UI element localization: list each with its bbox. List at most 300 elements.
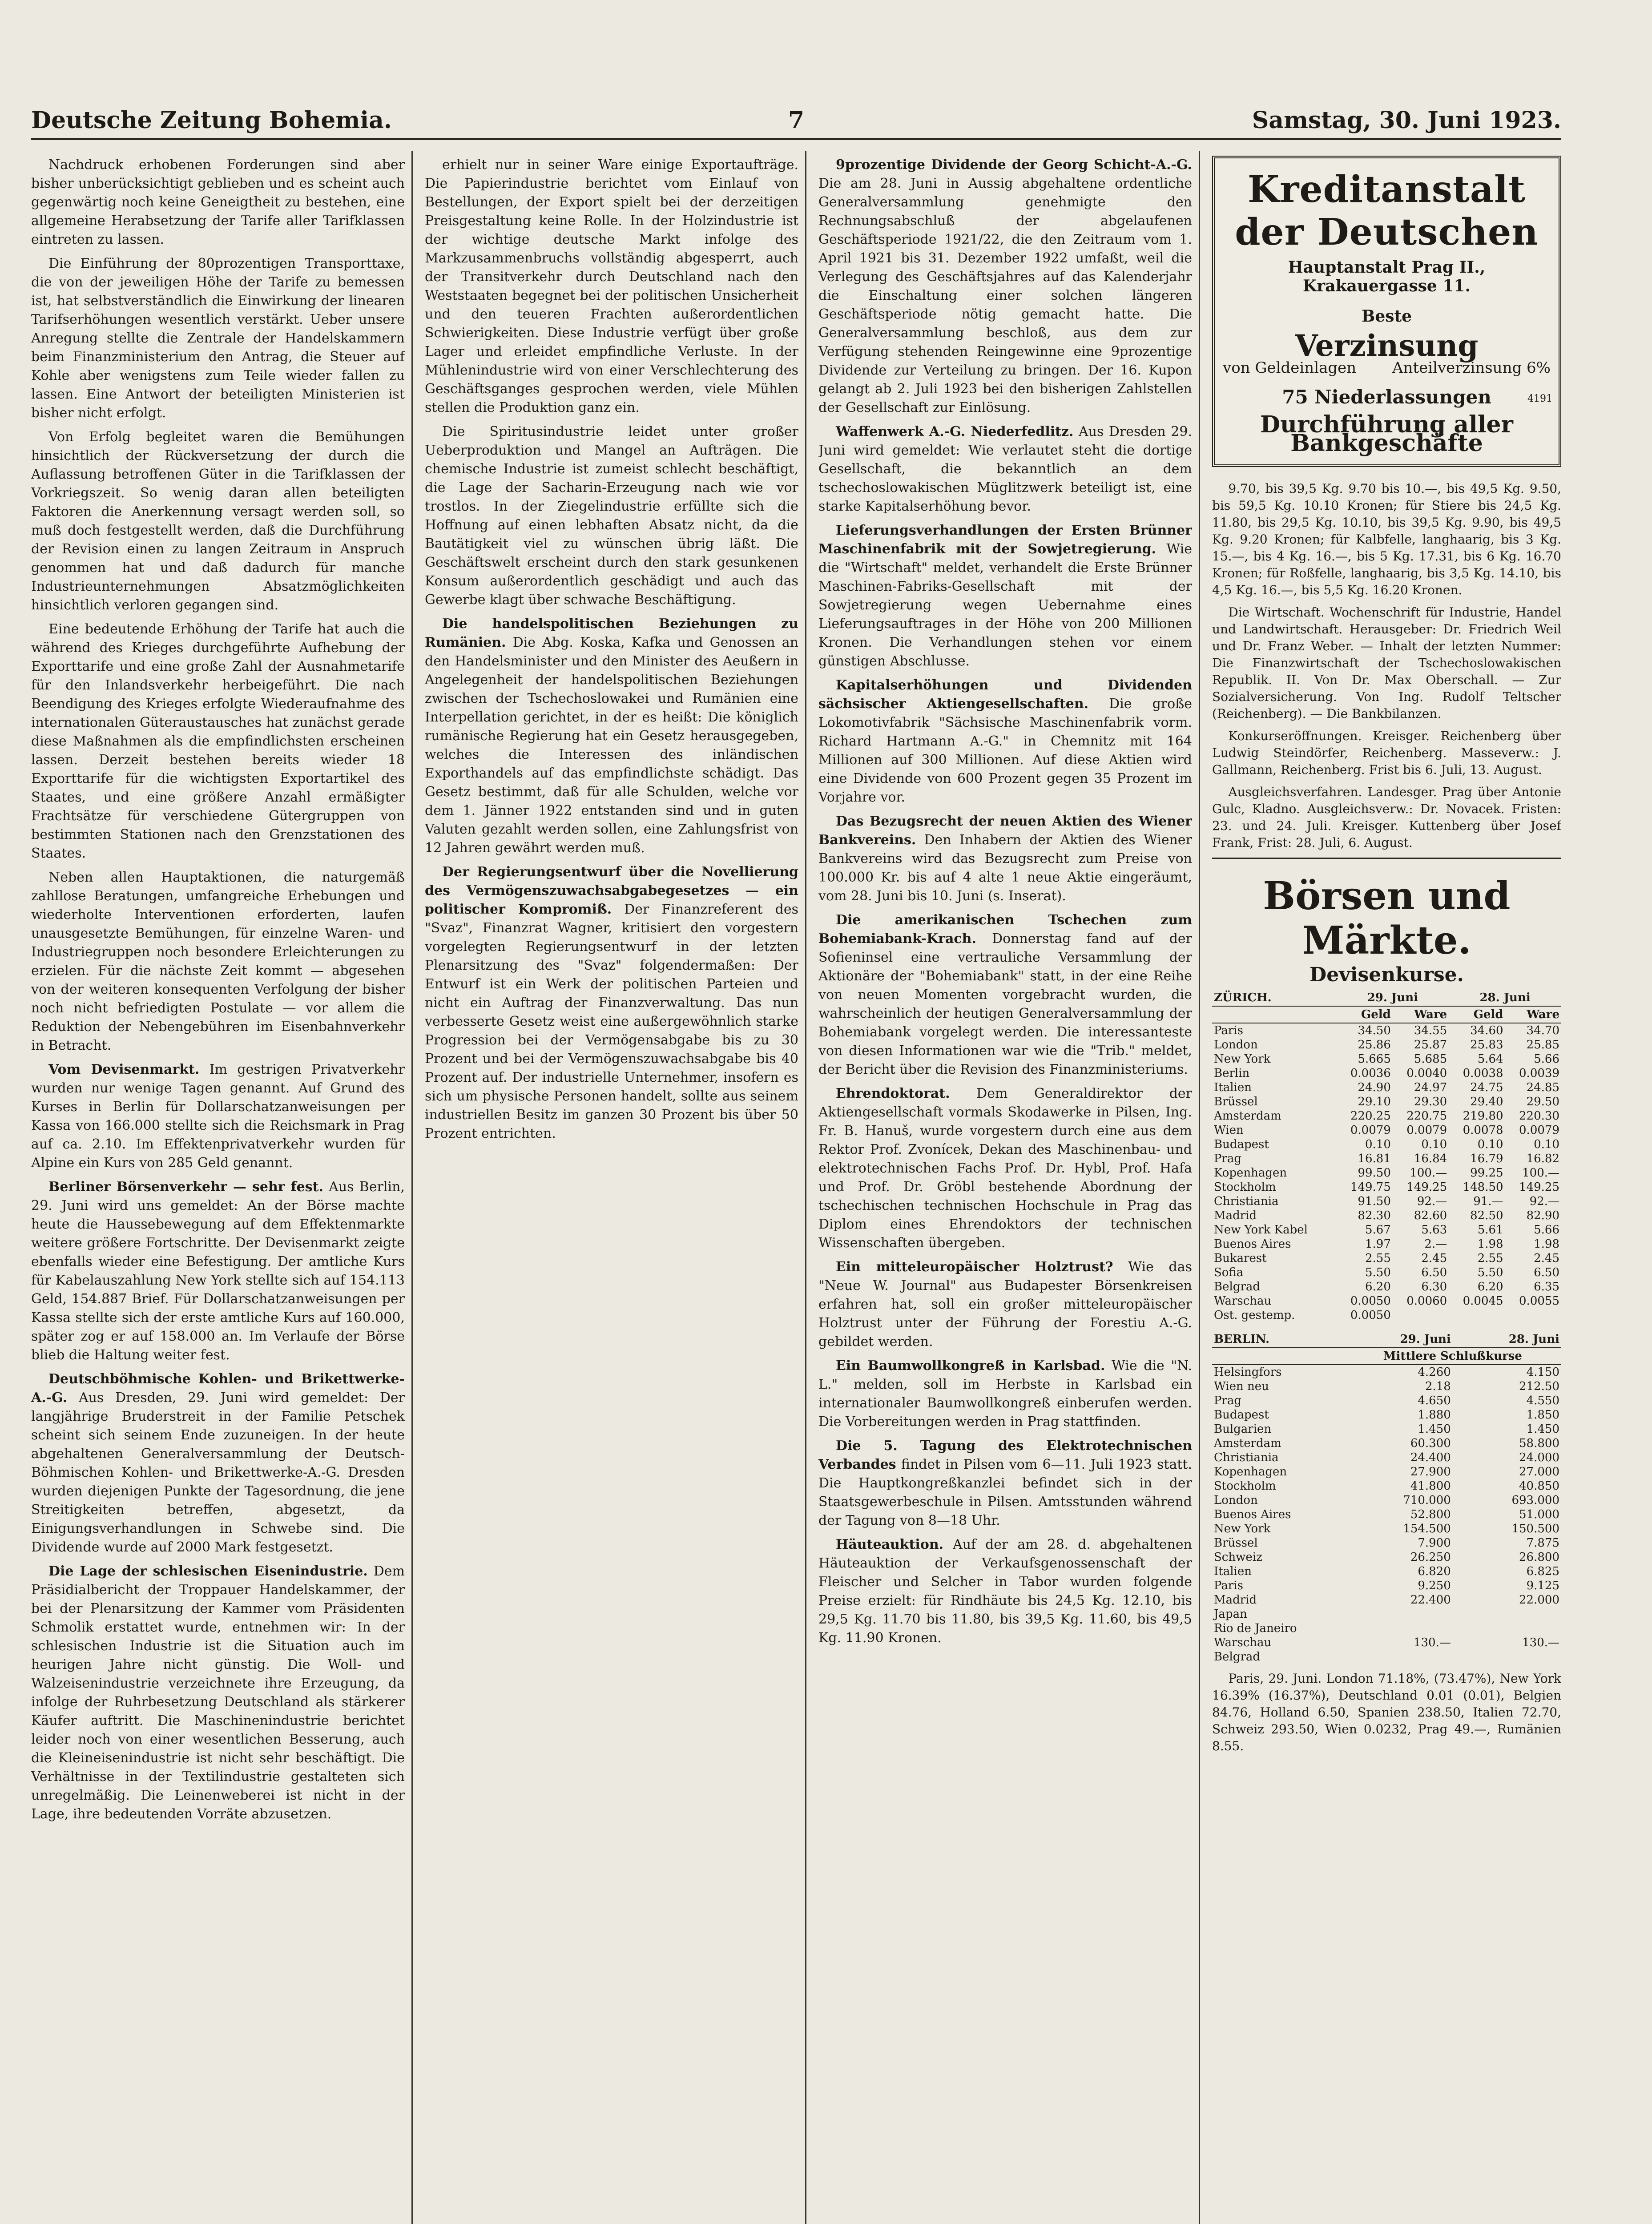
- rate-value: 0.0050: [1350, 1309, 1391, 1322]
- news-item: [818, 1258, 1192, 1351]
- rate-value: 6.820: [1418, 1565, 1451, 1578]
- rate-value: 92.—: [1529, 1195, 1559, 1208]
- table-row: [1212, 1237, 1561, 1251]
- rate-value: 26.250: [1410, 1551, 1451, 1564]
- rate-place: Italien: [1214, 1565, 1252, 1578]
- table-row: [1212, 1223, 1561, 1237]
- rate-value: [1344, 1607, 1453, 1621]
- table-row: [1212, 1450, 1561, 1465]
- news-item: [818, 1437, 1192, 1530]
- rate-place: Bukarest: [1214, 1252, 1267, 1265]
- rate-place: Paris: [1214, 1024, 1243, 1037]
- table-row: [1212, 1436, 1561, 1450]
- table-row: [1212, 1194, 1561, 1209]
- rate-value: 2.45: [1534, 1252, 1559, 1265]
- table-row: [1212, 1251, 1561, 1265]
- paragraph: 9.70, bis 39,5 Kg. 9.70 bis 10.—, bis 49,5 Kg. 9.50, bis 59,5 Kg. 10.10 Kronen; für Stiere bis 24,5 Kg. 11.80, bis 29,5 Kg. 10.10, bis 39,5 Kg. 9.90, bis 49,5 Kg. 9.20 Kronen; für Kalbfelle, langhaarig, bis 3 Kg. 15.—, bis 4 Kg. 16.—, bis 5 Kg. 17.31, bis 6 Kg. 16.70 Kronen; für Roßfelle, langhaarig, bis 3,5 Kg. 14.10, bis 4,5 Kg. 16.—, bis 5,5 Kg. 16.20 Kronen.: [1212, 481, 1561, 597]
- column-1: [31, 156, 405, 2224]
- table-row: [1212, 1536, 1561, 1550]
- rate-value: 4.150: [1526, 1366, 1559, 1379]
- news-item: [818, 521, 1192, 671]
- rate-value: 99.50: [1358, 1166, 1391, 1180]
- news-item: [425, 863, 798, 1143]
- rate-place: Sofia: [1214, 1266, 1244, 1279]
- rate-place: Japan: [1214, 1608, 1247, 1621]
- news-title: Vom Devisenmarkt.: [48, 1062, 200, 1077]
- zurich-label: ZÜRICH.: [1212, 990, 1337, 1006]
- table-row: [1212, 1095, 1561, 1109]
- news-title: Häuteauktion.: [836, 1537, 944, 1552]
- column-4: [1212, 156, 1561, 2224]
- rate-place: Christiania: [1214, 1451, 1279, 1464]
- rate-value: [1344, 1621, 1453, 1636]
- rate-value: 27.900: [1410, 1465, 1451, 1479]
- news-title: Ein Baumwollkongreß in Karlsbad.: [836, 1358, 1105, 1374]
- rate-value: 2.18: [1425, 1380, 1451, 1393]
- col-header: 29. Juni: [1337, 990, 1449, 1006]
- rate-value: 149.25: [1519, 1180, 1559, 1194]
- rate-value: 0.0079: [1406, 1124, 1447, 1137]
- paragraph: Ausgleichsverfahren. Landesger. Prag über Antonie Gulc, Kladno. Ausgleichsverw.: Dr. Novacek. Fristen: 23. und 24. Juli. Kreisger. Kuttenberg über Josef Frank, Frist: 28. Juli, 6. August.: [1212, 785, 1561, 850]
- table-row: [1212, 1650, 1561, 1664]
- paragraph: Die Wirtschaft. Wochenschrift für Industrie, Handel und Landwirtschaft. Herausgeber: Dr. Friedrich Weil und Dr. Franz Weber. — Inhalt der letzten Nummer: Die Finanzwirtschaft der Tschechoslowakischen Republik. II. Von Dr. Max Oberschall. — Zur Sozialversicherung. Von Ing. Rudolf Teltscher (Reichenberg). — Die Bankbilanzen.: [1212, 605, 1561, 721]
- rate-value: 2.45: [1421, 1252, 1447, 1265]
- ad-right-line: Anteilverzinsung 6%: [1392, 359, 1551, 377]
- rate-value: 1.850: [1526, 1408, 1559, 1422]
- news-item: [818, 812, 1192, 906]
- column-3: [818, 156, 1192, 2224]
- paragraph: Konkurseröffnungen. Kreisger. Reichenberg über Ludwig Steindörfer, Reichenberg. Masseverw.: J. Gallmann, Reichenberg. Frist bis 6. Juli, 13. August.: [1212, 729, 1561, 777]
- paragraph: Die Spiritusindustrie leidet unter großer Ueberproduktion und Mangel an Aufträgen. Die chemische Industrie ist zumeist schlecht beschäftigt, die Lage der Sacharin-Erzeugung nach wie vor trostlos. In der Ziegelindustrie erfüllte sich die Hoffnung auf einen lebhaften Absatz nicht, da die Bautätigkeit viel zu wünschen übrig läßt. Die Geschäftswelt erscheint durch den stark gesunkenen Konsum außerordentlich geschädigt und auch das Gewerbe klagt über schwache Beschäftigung.: [425, 424, 798, 608]
- ad-address: Hauptanstalt Prag II., Krakauergasse 11.: [1288, 258, 1486, 295]
- news-item: [818, 1084, 1192, 1253]
- news-text: Dem Präsidialbericht der Troppauer Handelskammer, der bei der Plenarsitzung der Kammer vom Präsidenten Schmolik erstattet wurde, entnehmen wir: In der schlesischen Industrie ist die Situation auch im heurigen Jahre nicht günstig. Die Woll- und Walzeisenindustrie verzeichnete ihre Erzeugung, da infolge der Ruhrbesetzung Deutschland als stärkerer Käufer auftritt. Die Maschinenindustrie berichtet leider noch von einer wesentlichen Besserung, auch die Kleineisenindustrie ist nicht sehr beschäftigt. Die Verhältnisse in der Textilindustrie gestalteten sich unregelmäßig. Die Leinenweberei ist nicht in der Lage, ihre bedeutenden Vorräte abzusetzen.: [31, 1563, 405, 1822]
- rate-value: 91.50: [1358, 1195, 1391, 1208]
- berlin-subtitle: Mittlere Schlußkurse: [1344, 1348, 1561, 1365]
- table-row: [1212, 1394, 1561, 1408]
- table-row: [1212, 1564, 1561, 1579]
- rate-value: 29.30: [1414, 1095, 1447, 1108]
- paper-name: Deutsche Zeitung Bohemia.: [31, 107, 392, 134]
- col-header: Ware: [1393, 1006, 1449, 1023]
- rate-value: [1393, 1308, 1449, 1322]
- rate-value: 29.50: [1526, 1095, 1559, 1108]
- rate-value: 0.0036: [1350, 1067, 1391, 1080]
- news-title: Berliner Börsenverkehr — sehr fest.: [48, 1179, 323, 1195]
- news-item: [818, 156, 1192, 417]
- news-title: Die 5. Tagung des Elektrotechnischen Verbandes: [818, 1438, 1192, 1472]
- news-text: Wie die "Wirtschaft" meldet, verhandelt die Erste Brünner Maschinen-Fabriks-Gesellschaft mit der Sowjetregierung wegen Uebernahme eines Lieferungsauftrages in der Höhe von 200 Millionen Kronen. Die Verhandlungen stehen vor einem günstigen Abschlusse.: [818, 541, 1192, 669]
- rate-place: Budapest: [1214, 1138, 1269, 1151]
- rate-value: 34.55: [1414, 1024, 1447, 1037]
- rate-value: 100.—: [1410, 1166, 1447, 1180]
- rate-value: 34.50: [1358, 1024, 1391, 1037]
- rate-value: 0.0079: [1519, 1124, 1559, 1137]
- rate-value: 6.50: [1421, 1266, 1447, 1279]
- rate-value: 9.125: [1526, 1579, 1559, 1592]
- news-text: Im gestrigen Privatverkehr wurden nur wenige Tagen genannt. Auf Grund des Kurses in Berlin für Dollarschatzanweisungen per Kassa von 166.000 stellte sich die Reichsmark in Prag auf ca. 2.10. Im Effektenprivatverkehr wurden für Alpine ein Kurs von 285 Geld genannt.: [31, 1062, 405, 1171]
- ad-headline: Verzinsung: [1295, 328, 1479, 363]
- news-item: [31, 1370, 405, 1557]
- paragraph: Die Einführung der 80prozentigen Transporttaxe, die von der jeweiligen Höhe der Tarife zu bemessen ist, hat selbstverständlich die Einwirkung der linearen Tarifserhöhungen wesentlich verstärkt. Ueber unsere Anregung stellte die Zentrale der Handelskammern beim Finanzministerium den Antrag, die Steuer auf Kohle aber wenigstens zum Teile wieder fallen zu lassen. Eine Antwort der beteiligten Ministerien ist bisher nicht erfolgt.: [31, 256, 405, 421]
- rate-value: 0.0055: [1519, 1294, 1559, 1308]
- table-row: [1212, 1621, 1561, 1636]
- rate-value: [1505, 1308, 1561, 1322]
- rate-value: 150.500: [1511, 1522, 1559, 1535]
- table-row: [1212, 1180, 1561, 1194]
- table-row: [1212, 1636, 1561, 1650]
- page-body: [31, 156, 1561, 2224]
- rate-place: Amsterdam: [1214, 1109, 1281, 1123]
- markets-footer: Paris, 29. Juni. London 71.18%, (73.47%), New York 16.39% (16.37%), Deutschland 0.01 (0.01), Belgien 84.76, Holland 6.50, Spanien 238.50, Italien 72.70, Schweiz 293.50, Wien 0.0232, Prag 49.—, Rumänien 8.55.: [1212, 1671, 1561, 1753]
- paragraph: Eine bedeutende Erhöhung der Tarife hat auch die während des Krieges durchgeführte Aufhebung der Exporttarife und eine große Zahl der Ausnahmetarife für den Inlandsverkehr herbeigeführt. Die nach Beendigung des Krieges erfolgte Wiederaufnahme des internationalen Güteraustausches hat zunächst gerade diese Maßnahmen als die empfindlichsten erscheinen lassen. Derzeit bestehen bereits wieder 18 Exporttarife für die wichtigsten Exportartikel des Staates, und eine größere Anzahl ermäßigter Frachtsätze für verschiedene Gütergruppen von bestimmten Stationen nach den Grenzstationen des Staates.: [31, 621, 405, 861]
- rate-value: 0.0038: [1463, 1067, 1503, 1080]
- news-item: [31, 1562, 405, 1824]
- rate-value: 4.550: [1526, 1394, 1559, 1407]
- rate-place: Buenos Aires: [1214, 1237, 1291, 1251]
- rate-value: 5.665: [1358, 1052, 1391, 1066]
- rate-value: 24.85: [1526, 1081, 1559, 1094]
- news-text: Aus Dresden, 29. Juni wird gemeldet: Der langjährige Bruderstreit in der Familie Petschek scheint sich seinem Ende zuzuneigen. In der heute abgehaltenen Generalversammlung der Deutsch-Böhmischen Kohlen- und Brikettwerke-A.-G. Dresden wurden diejenigen Punkte der Tagesordnung, die jene Streitigkeiten betreffen, abgesetzt, da Einigungsverhandlungen in Schwebe sind. Die Dividende wurde auf 2000 Mark festgesetzt.: [31, 1390, 405, 1555]
- news-item: [31, 1060, 405, 1172]
- rate-place: Budapest: [1214, 1408, 1269, 1422]
- table-row: [1212, 1365, 1561, 1379]
- rate-place: Prag: [1214, 1394, 1242, 1407]
- rate-place: Stockholm: [1214, 1180, 1276, 1194]
- rate-value: 693.000: [1511, 1494, 1559, 1507]
- rate-place: Belgrad: [1214, 1650, 1261, 1664]
- rate-value: 58.800: [1519, 1437, 1559, 1450]
- rate-place: Amsterdam: [1214, 1437, 1281, 1450]
- rate-value: 5.67: [1365, 1223, 1391, 1237]
- rate-value: [1453, 1607, 1561, 1621]
- zurich-rates-table: [1212, 990, 1561, 1322]
- rate-value: 149.25: [1406, 1180, 1447, 1194]
- table-row: [1212, 1280, 1561, 1294]
- rate-place: London: [1214, 1494, 1258, 1507]
- news-text: Die große Lokomotivfabrik "Sächsische Maschinenfabrik vorm. Richard Hartmann A.-G." in Chemnitz mit 164 Millionen auf 300 Millionen. Auf diese Aktien wird eine Dividende von 600 Prozent gegen 35 Prozent im Vorjahre vor.: [818, 696, 1192, 805]
- markets-subtitle: Devisenkurse.: [1310, 963, 1464, 986]
- rate-value: 6.20: [1365, 1280, 1391, 1293]
- rate-value: 34.60: [1470, 1024, 1503, 1037]
- rate-value: 130.—: [1413, 1636, 1451, 1649]
- rate-place: Stockholm: [1214, 1479, 1276, 1493]
- rate-value: 5.50: [1477, 1266, 1503, 1279]
- table-row: [1212, 1052, 1561, 1066]
- table-row: [1212, 1465, 1561, 1479]
- berlin-label: BERLIN.: [1212, 1331, 1344, 1348]
- rate-value: 100.—: [1522, 1166, 1559, 1180]
- table-row: [1212, 1479, 1561, 1493]
- rate-value: 2.55: [1477, 1252, 1503, 1265]
- page-header: [31, 102, 1561, 140]
- rate-value: 0.10: [1421, 1138, 1447, 1151]
- news-title: Der Regierungsentwurf über die Novellierung des Vermögenszuwachsabgabegesetzes — ein politischer Kompromiß.: [425, 864, 798, 917]
- col-header: 28. Juni: [1453, 1331, 1561, 1348]
- rate-value: 6.35: [1534, 1280, 1559, 1293]
- rate-place: Helsingfors: [1214, 1366, 1282, 1379]
- table-row: [1212, 1579, 1561, 1593]
- paragraph: Von Erfolg begleitet waren die Bemühungen hinsichtlich der Rückversetzung der durch die Auflassung betroffenen Güter in die Tarifklassen der Vorkriegszeit. So wenig daran allen beteiligten Faktoren die Anerkennung versagt werden soll, so muß doch festgestellt werden, daß die Durchführung der Revision einen zu langen Zeitraum in Anspruch genommen hat und daß dadurch für manche Industrieunternehmungen Absatzmöglichkeiten hinsichtlich verloren gegangen sind.: [31, 429, 405, 613]
- rate-value: 40.850: [1519, 1479, 1559, 1493]
- table-row: [1212, 1593, 1561, 1607]
- rate-place: Madrid: [1214, 1593, 1257, 1607]
- rate-value: 220.30: [1519, 1109, 1559, 1123]
- rate-value: 220.25: [1350, 1109, 1391, 1123]
- table-row: [1212, 1209, 1561, 1223]
- table-row: [1212, 1038, 1561, 1052]
- rate-place: Ost. gestemp.: [1214, 1309, 1295, 1322]
- section-rule: [1212, 858, 1561, 859]
- news-text: Aus Berlin, 29. Juni wird uns gemeldet: An der Börse machte heute die Haussebewegung auf dem Effektenmarkte weitere größere Fortschritte. Der Devisenmarkt zeigte ebenfalls wieder eine Befestigung. Der amtliche Kurs für Kabelauszahlung New York stellte sich auf 154.113 Geld, 154.887 Brief. Für Dollarschatzanweisungen per Kassa stellte sich der erste amtliche Kurs auf 160.000, später zog er auf 158.000 an. Im Verlaufe der Börse blieb die Haltung weiter fest.: [31, 1179, 405, 1363]
- news-title: Kapitalserhöhungen und Dividenden sächsischer Aktiengesellschaften.: [818, 677, 1192, 712]
- news-text: Aus Dresden 29. Juni wird gemeldet: Wie verlautet steht die dortige Gesellschaft, die bekanntlich an dem tschechoslowakischen Müglitzwerk beteiligt ist, eine starke Kapitalserhöhung bevor.: [818, 424, 1192, 514]
- rate-value: 130.—: [1522, 1636, 1559, 1649]
- table-row: [1212, 1265, 1561, 1280]
- rate-value: 29.10: [1358, 1095, 1391, 1108]
- column-2: [425, 156, 798, 2224]
- page-number: 7: [788, 107, 805, 134]
- rate-value: 27.000: [1519, 1465, 1559, 1479]
- ad-services: Durchführung aller Bankgeschäfte: [1260, 411, 1513, 457]
- rate-value: 24.000: [1519, 1451, 1559, 1464]
- news-title: Ein mitteleuropäischer Holztrust?: [836, 1259, 1113, 1275]
- rate-value: 0.0079: [1350, 1124, 1391, 1137]
- rate-value: 51.000: [1519, 1508, 1559, 1521]
- table-row: [1212, 1408, 1561, 1422]
- rate-value: 0.10: [1477, 1138, 1503, 1151]
- rate-value: 16.82: [1526, 1152, 1559, 1165]
- rate-value: 26.800: [1519, 1551, 1559, 1564]
- table-row: [1212, 1493, 1561, 1507]
- rate-value: 29.40: [1470, 1095, 1503, 1108]
- col-header: 29. Juni: [1344, 1331, 1453, 1348]
- table-row: [1212, 1137, 1561, 1152]
- rate-value: 99.25: [1470, 1166, 1503, 1180]
- rate-value: 6.20: [1477, 1280, 1503, 1293]
- rate-value: 25.85: [1526, 1038, 1559, 1052]
- rate-value: 16.81: [1358, 1152, 1391, 1165]
- rate-value: 24.97: [1414, 1081, 1447, 1094]
- rate-value: 1.880: [1418, 1408, 1451, 1422]
- news-title: Die amerikanischen Tschechen zum Bohemiabank-Krach.: [818, 912, 1192, 947]
- rate-value: 5.50: [1365, 1266, 1391, 1279]
- col-header: Ware: [1505, 1006, 1561, 1023]
- table-row: [1212, 1294, 1561, 1308]
- rate-value: 1.98: [1477, 1237, 1503, 1251]
- rate-value: 0.10: [1365, 1138, 1391, 1151]
- berlin-rates-table: [1212, 1331, 1561, 1664]
- rate-place: Christiania: [1214, 1195, 1279, 1208]
- news-text: Den Inhabern der Aktien des Wiener Bankvereins wird das Bezugsrecht zum Preise von 100.000 Kr. bis auf 4 alte 1 neue Aktie eingeräumt, vom 28. Juni bis 10. Juni (s. Inserat).: [818, 832, 1192, 904]
- news-item: [818, 911, 1192, 1079]
- table-row: [1212, 1109, 1561, 1123]
- table-row: [1212, 1507, 1561, 1522]
- news-text: Wie das "Neue W. Journal" aus Budapester Börsenkreisen erfahren hat, soll ein großer mitteleuropäischer Holztrust unter der Führung der Forestiu A.-G. gebildet werden.: [818, 1259, 1192, 1350]
- rate-value: 7.875: [1526, 1536, 1559, 1550]
- table-row: [1212, 1522, 1561, 1536]
- rate-value: 24.400: [1410, 1451, 1451, 1464]
- rate-place: Brüssel: [1214, 1095, 1258, 1108]
- rate-value: 5.66: [1534, 1052, 1559, 1066]
- news-item: [425, 615, 798, 858]
- news-title: Die Lage der schlesischen Eisenindustrie.: [48, 1563, 368, 1579]
- rate-place: Buenos Aires: [1214, 1508, 1291, 1521]
- news-text: Die Abg. Koska, Kafka und Genossen an den Handelsminister und den Minister des Aeußern in Angelegenheit der handelspolitischen Beziehungen zwischen der Tschechoslowakei und Rumänien eine Interpellation gerichtet, in der es heißt: Die königlich rumänische Regierung hat ein Gesetz herausgegeben, welches die Interessen des inländischen Exporthandels auf das empfindlichste schädigt. Das Gesetz bestimmt, daß für alle Schulden, welche vor dem 1. Jänner 1922 entstanden sind und in guten Valuten gezahlt werden sollen, eine Zahlungsfrist von 12 Jahren gewährt werden muß.: [425, 635, 798, 856]
- rate-place: Schweiz: [1214, 1551, 1262, 1564]
- rate-value: 2.—: [1424, 1237, 1447, 1251]
- news-text: Wie die "N. L." melden, soll im Herbste in Karlsbad ein internationaler Baumwollkongreß einberufen werden. Die Vorbereitungen werden in Prag stattfinden.: [818, 1358, 1192, 1430]
- rate-value: 2.55: [1365, 1252, 1391, 1265]
- news-text: Donnerstag fand auf der Sofieninsel eine vertrauliche Versammlung der Aktionäre der "Bohemiabank" statt, in der eine Reihe von neuen Momenten vorgebracht wurden, die wahrscheinlich der heutigen Generalversammlung der Bohemiabank vorgelegt werden. Die interessanteste von diesen Informationen war wie die "Trib." meldet, der Bericht über die Revision des Finanzministeriums.: [818, 931, 1192, 1077]
- rate-place: Warschau: [1214, 1294, 1272, 1308]
- rate-value: 0.0040: [1406, 1067, 1447, 1080]
- rate-value: 5.61: [1477, 1223, 1503, 1237]
- rate-value: 5.64: [1477, 1052, 1503, 1066]
- news-title: Das Bezugsrecht der neuen Aktien des Wiener Bankvereins.: [818, 814, 1192, 848]
- news-title: Waffenwerk A.-G. Niederfedlitz.: [836, 424, 1074, 439]
- rate-place: Warschau: [1214, 1636, 1272, 1649]
- rate-value: 212.50: [1519, 1380, 1559, 1393]
- rate-value: 6.30: [1421, 1280, 1447, 1293]
- news-text: findet in Pilsen vom 6—11. Juli 1923 statt. Die Hauptkongreßkanzlei befindet sich in der Staatsgewerbeschule in Pilsen. Amtsstunden während der Tagung von 8—18 Uhr.: [818, 1457, 1192, 1528]
- rate-value: 0.0060: [1406, 1294, 1447, 1308]
- rate-value: 6.825: [1526, 1565, 1559, 1578]
- rate-value: 1.97: [1365, 1237, 1391, 1251]
- rate-value: 7.900: [1418, 1536, 1451, 1550]
- ad-tag: 4191: [1527, 393, 1552, 404]
- rate-value: 22.400: [1410, 1593, 1451, 1607]
- rate-value: 1.450: [1526, 1422, 1559, 1436]
- rate-value: 52.800: [1410, 1508, 1451, 1521]
- table-row: [1212, 1607, 1561, 1621]
- table-row: [1212, 1379, 1561, 1394]
- paragraph: Nachdruck erhobenen Forderungen sind aber bisher unberücksichtigt geblieben und es scheint auch gegenwärtig noch keine Geneigtheit zu bestehen, eine allgemeine Herabsetzung der Tarife aller Tarifklassen eintreten zu lassen.: [31, 157, 405, 247]
- table-row: [1212, 1023, 1561, 1038]
- rate-value: 82.90: [1526, 1209, 1559, 1222]
- bank-advertisement: [1212, 156, 1561, 467]
- rate-place: Kopenhagen: [1214, 1166, 1287, 1180]
- news-text: Auf der am 28. d. abgehaltenen Häuteauktion der Verkaufsgenossenschaft der Fleischer und Selcher in Tabor wurden folgende Preise erzielt: für Rindhäute bis 24,5 Kg. 12.10, bis 29,5 Kg. 11.70 bis 11.80, bis 39,5 Kg. 11.60, bis 49,5 Kg. 11.90 Kronen.: [818, 1537, 1192, 1646]
- news-title: Deutschböhmische Kohlen- und Brikettwerke-A.-G.: [31, 1371, 405, 1406]
- news-item: [818, 1535, 1192, 1648]
- col-header: 28. Juni: [1449, 990, 1561, 1006]
- table-row: [1212, 1123, 1561, 1137]
- rate-value: 82.30: [1358, 1209, 1391, 1222]
- rate-value: 25.87: [1414, 1038, 1447, 1052]
- news-title: 9prozentige Dividende der Georg Schicht-A.-G.: [836, 157, 1192, 173]
- news-text: Der Finanzreferent des "Svaz", Finanzrat Wagner, kritisiert den vorgestern vorgelegten Regierungsentwurf in der letzten Plenarsitzung des "Svaz" folgendermaßen: Der Entwurf ist ein Werk der politischen Parteien und nicht ein Auftrag der Finanzverwaltung. Das nun verbesserte Gesetz weist eine außergewöhnlich starke Progression bei der Vermögensabgabe bis zu 30 Prozent und bei der Vermögenszuwachsabgabe bis 40 Prozent auf. Der industrielle Unternehmer, insofern es sich um physische Personen handelt, sollte aus seinem industriellen Besitz im ganzen 30 Prozent bis über 50 Prozent entrichten.: [425, 902, 798, 1141]
- rate-value: 34.70: [1526, 1024, 1559, 1037]
- rate-place: Kopenhagen: [1214, 1465, 1287, 1479]
- rate-place: Rio de Janeiro: [1214, 1622, 1297, 1635]
- rate-value: 9.250: [1418, 1579, 1451, 1592]
- rate-value: 6.50: [1534, 1266, 1559, 1279]
- rate-value: 149.75: [1350, 1180, 1391, 1194]
- rate-value: 25.86: [1358, 1038, 1391, 1052]
- rate-place: New York Kabel: [1214, 1223, 1308, 1237]
- rate-place: Prag: [1214, 1152, 1242, 1165]
- rate-value: 82.50: [1470, 1209, 1503, 1222]
- rate-value: 220.75: [1406, 1109, 1447, 1123]
- rate-place: London: [1214, 1038, 1258, 1052]
- rate-value: 16.79: [1470, 1152, 1503, 1165]
- rate-value: 1.450: [1418, 1422, 1451, 1436]
- rate-value: 4.650: [1418, 1394, 1451, 1407]
- rate-value: 148.50: [1463, 1180, 1503, 1194]
- rate-place: Brüssel: [1214, 1536, 1258, 1550]
- rate-value: 24.90: [1358, 1081, 1391, 1094]
- rate-value: 0.0050: [1350, 1294, 1391, 1308]
- rate-value: 154.500: [1403, 1522, 1451, 1535]
- table-row: [1212, 1080, 1561, 1095]
- rate-value: 710.000: [1403, 1494, 1451, 1507]
- rate-value: 16.84: [1414, 1152, 1447, 1165]
- rate-value: 5.685: [1414, 1052, 1447, 1066]
- rate-value: [1453, 1650, 1561, 1664]
- table-row: [1212, 1166, 1561, 1180]
- rate-value: 22.000: [1519, 1593, 1559, 1607]
- rate-place: Bulgarien: [1214, 1422, 1272, 1436]
- rate-value: 41.800: [1410, 1479, 1451, 1493]
- rate-place: Berlin: [1214, 1067, 1250, 1080]
- ad-branches: 75 Niederlassungen: [1282, 386, 1491, 408]
- paragraph: erhielt nur in seiner Ware einige Exportaufträge. Die Papierindustrie berichtet vom Einlauf von Bestellungen, der Export spielt bei der derzeitigen Preisgestaltung keine Rolle. In der Holzindustrie ist der wichtige deutsche Markt infolge des Markzusammenbruchs vollständig abgesperrt, auch der Transitverkehr durch Deutschland nach den Weststaaten begegnet bei der politischen Unsicherheit und den teueren Frachten außerordentlichen Schwierigkeiten. Diese Industrie verfügt über große Lager und erleidet empfindliche Verluste. In der Mühlenindustrie wird von einer Verschlechterung des Geschäftsganges gesprochen werden, viele Mühlen stellen die Produktion ganz ein.: [425, 157, 798, 415]
- rate-value: 24.75: [1470, 1081, 1503, 1094]
- rate-value: [1453, 1621, 1561, 1636]
- rate-value: 5.66: [1534, 1223, 1559, 1237]
- rate-place: Belgrad: [1214, 1280, 1261, 1293]
- news-title: Lieferungsverhandlungen der Ersten Brünner Maschinenfabrik mit der Sowjetregierung.: [818, 523, 1192, 557]
- markets-title: Börsen und Märkte.: [1263, 874, 1511, 963]
- news-text: Die am 28. Juni in Aussig abgehaltene ordentliche Generalversammlung genehmigte den Rechnungsabschluß der abgelaufenen Geschäftsperiode 1921/22, die den Zeitraum vom 1. April 1921 bis 31. Dezember 1922 umfaßt, weil die Verlegung des Geschäftsjahres auf das Kalenderjahr die Einschaltung einer solchen längeren Geschäftsperiode nötig gemacht hatte. Die Generalversammlung beschloß, aus dem zur Verfügung stehenden Reingewinne eine 9prozentige Dividende zur Verteilung zu bringen. Der 16. Kupon gelangt ab 2. Juli 1923 bei den bisherigen Zahlstellen der Gesellschaft zur Einlösung.: [818, 176, 1192, 415]
- rate-value: 92.—: [1417, 1195, 1447, 1208]
- news-item: [31, 1178, 405, 1365]
- rate-value: 60.300: [1410, 1437, 1451, 1450]
- ad-beste: Beste: [1361, 307, 1412, 326]
- rate-value: 219.80: [1463, 1109, 1503, 1123]
- rate-value: 4.260: [1418, 1366, 1451, 1379]
- rate-value: 91.—: [1473, 1195, 1503, 1208]
- rate-value: 0.0045: [1463, 1294, 1503, 1308]
- col-header: Geld: [1449, 1006, 1505, 1023]
- table-row: [1212, 1152, 1561, 1166]
- table-row: [1212, 1550, 1561, 1564]
- rate-value: [1344, 1650, 1453, 1664]
- rate-place: New York: [1214, 1052, 1271, 1066]
- news-title: Ehrendoktorat.: [836, 1086, 950, 1101]
- rate-value: 25.83: [1470, 1038, 1503, 1052]
- news-item: [818, 423, 1192, 516]
- col-header: Geld: [1337, 1006, 1393, 1023]
- rate-value: 82.60: [1414, 1209, 1447, 1222]
- table-row: [1212, 1066, 1561, 1080]
- rate-value: 0.10: [1534, 1138, 1559, 1151]
- ad-left-line: von Geldeinlagen: [1223, 359, 1357, 377]
- rate-place: Wien: [1214, 1124, 1244, 1137]
- news-title: Die handelspolitischen Beziehungen zu Rumänien.: [425, 616, 798, 650]
- page-date: Samstag, 30. Juni 1923.: [1252, 107, 1561, 134]
- table-row: [1212, 1308, 1561, 1322]
- news-text: Dem Generaldirektor der Aktiengesellschaft vormals Skodawerke in Pilsen, Ing. Fr. B. Hanuš, wurde vorgestern durch eine aus dem Rektor Prof. Zvonícek, Dekan des Maschinenbau- und elektrotechnischen Fachs Prof. Dr. Hybl, Prof. Hafa und Prof. Dr. Gröbl bestehende Abordnung der tschechischen technischen Hochschule in Prag das Diplom eines Ehrendoktors der technischen Wissenschaften übergeben.: [818, 1086, 1192, 1251]
- rate-place: Italien: [1214, 1081, 1252, 1094]
- paragraph: Neben allen Hauptaktionen, die naturgemäß zahllose Beratungen, umfangreiche Erhebungen und wiederholte Interventionen erforderten, laufen unausgesetzte Bemühungen, für einzelne Waren- und Industriegruppen noch besondere Erleichterungen zu erzielen. Für die nächste Zeit kommt — abgesehen von der weiteren konsequenten Verfolgung der bisher noch nicht befriedigten Postulate — vor allem die Reduktion der Nebengebühren im Eisenbahnverkehr in Betracht.: [31, 870, 405, 1053]
- rate-place: Wien neu: [1214, 1380, 1269, 1393]
- rate-value: 1.98: [1534, 1237, 1559, 1251]
- rate-place: Paris: [1214, 1579, 1243, 1592]
- rate-value: 5.63: [1421, 1223, 1447, 1237]
- rate-value: 0.0078: [1463, 1124, 1503, 1137]
